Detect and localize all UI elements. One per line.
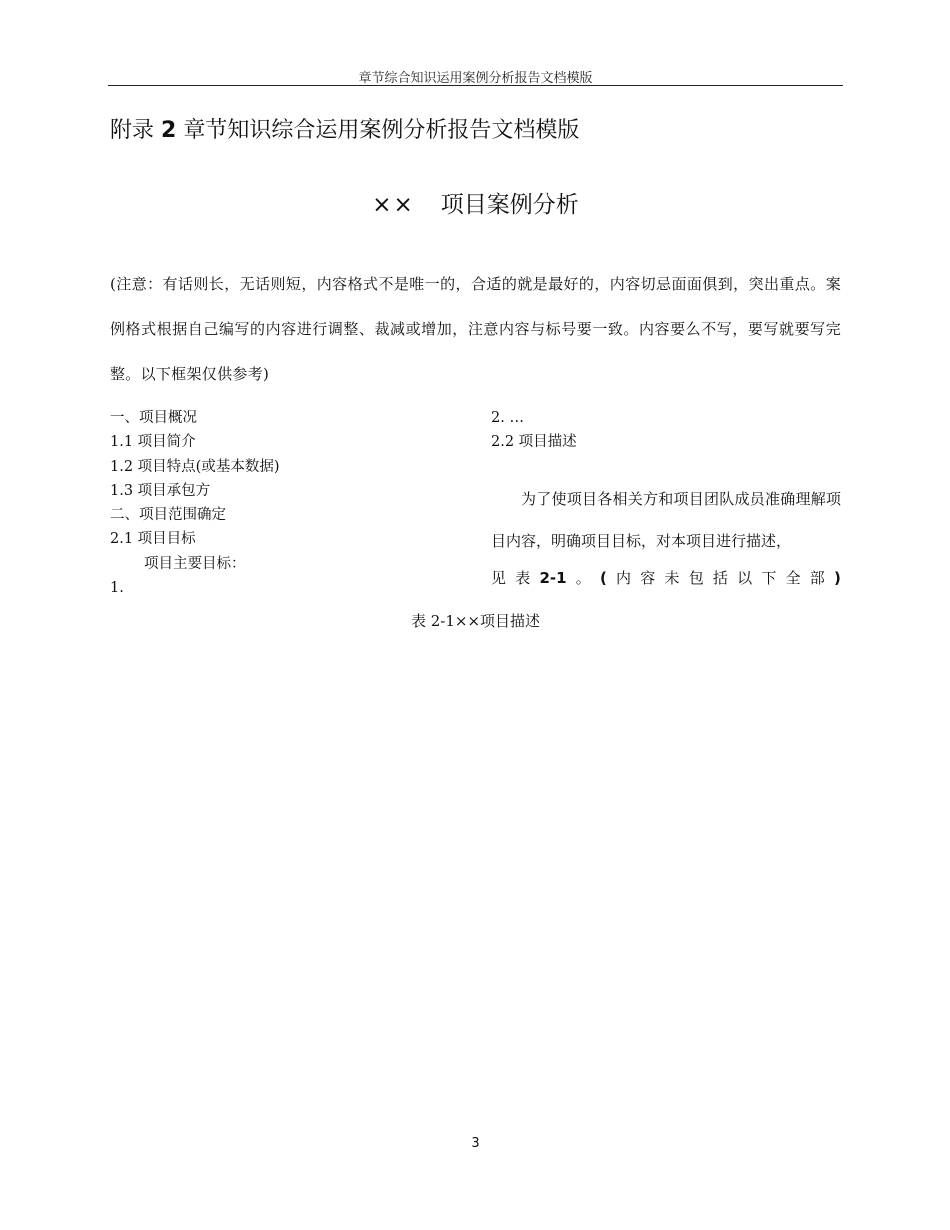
text-token: 内 xyxy=(616,569,632,587)
case-title-placeholder: ×× xyxy=(372,192,415,218)
outline-item: 二、项目范围确定 xyxy=(110,507,226,524)
project-description-paragraph: 为了使项目各相关方和项目团队成员准确理解项目内容，明确项目目标，对本项目进行描述， xyxy=(491,490,841,550)
text-token: 下 xyxy=(761,569,777,587)
text-token: 全 xyxy=(785,569,801,587)
outline-left-column xyxy=(110,406,470,600)
appendix-title xyxy=(110,113,579,144)
note-paragraph: (注意：有话则长，无话则短，内容格式不是唯一的，合适的就是最好的，内容切忌面面俱到，突出重点。案例格式根据自己编写的内容进行调整、裁减或增加，注意内容与标号要一致。内容要么不写，要写就要写完整。以下框架仅供参考) xyxy=(110,275,841,383)
outline-item: 1.2 项目特点(或基本数据) xyxy=(110,458,280,475)
text-token: 部 xyxy=(809,569,825,587)
outline-item: 1.1 项目简介 xyxy=(110,434,196,451)
project-description-last-line xyxy=(491,563,841,593)
outline-item: 2.1 项目目标 xyxy=(110,531,196,548)
outline-item: 一、项目概况 xyxy=(110,410,197,426)
outline-item: 1. xyxy=(110,580,124,597)
header-rule xyxy=(108,85,843,86)
text-token: 以 xyxy=(737,569,753,587)
outline-right-column xyxy=(491,406,841,455)
text-token: 包 xyxy=(688,569,704,587)
case-title xyxy=(108,186,843,219)
text-token: 未 xyxy=(664,569,680,587)
running-header: 章节综合知识运用案例分析报告文档模版 xyxy=(358,71,593,86)
case-title-text: 项目案例分析 xyxy=(440,192,579,218)
text-token: 括 xyxy=(712,569,728,587)
outline-item: 项目主要目标： xyxy=(144,555,246,572)
text-token: 见 xyxy=(491,569,507,587)
page-number: 3 xyxy=(471,1136,480,1151)
table-caption: 表 2-1××项目描述 xyxy=(410,612,541,630)
text-token: 。 xyxy=(575,569,591,587)
table-reference: 2-1 xyxy=(539,569,567,587)
appendix-number: 2 xyxy=(161,118,177,143)
outline-item: 2. … xyxy=(491,410,524,426)
outline-item: 1.3 项目承包方 xyxy=(110,482,211,499)
appendix-title-text: 章节知识综合运用案例分析报告文档模版 xyxy=(183,118,580,143)
text-token: ) xyxy=(834,569,841,587)
text-token: 表 xyxy=(515,569,531,587)
text-token: 容 xyxy=(640,569,656,587)
outline-item: 2.2 项目描述 xyxy=(491,434,577,451)
appendix-prefix: 附录 xyxy=(110,118,155,143)
text-token: ( xyxy=(599,569,607,587)
